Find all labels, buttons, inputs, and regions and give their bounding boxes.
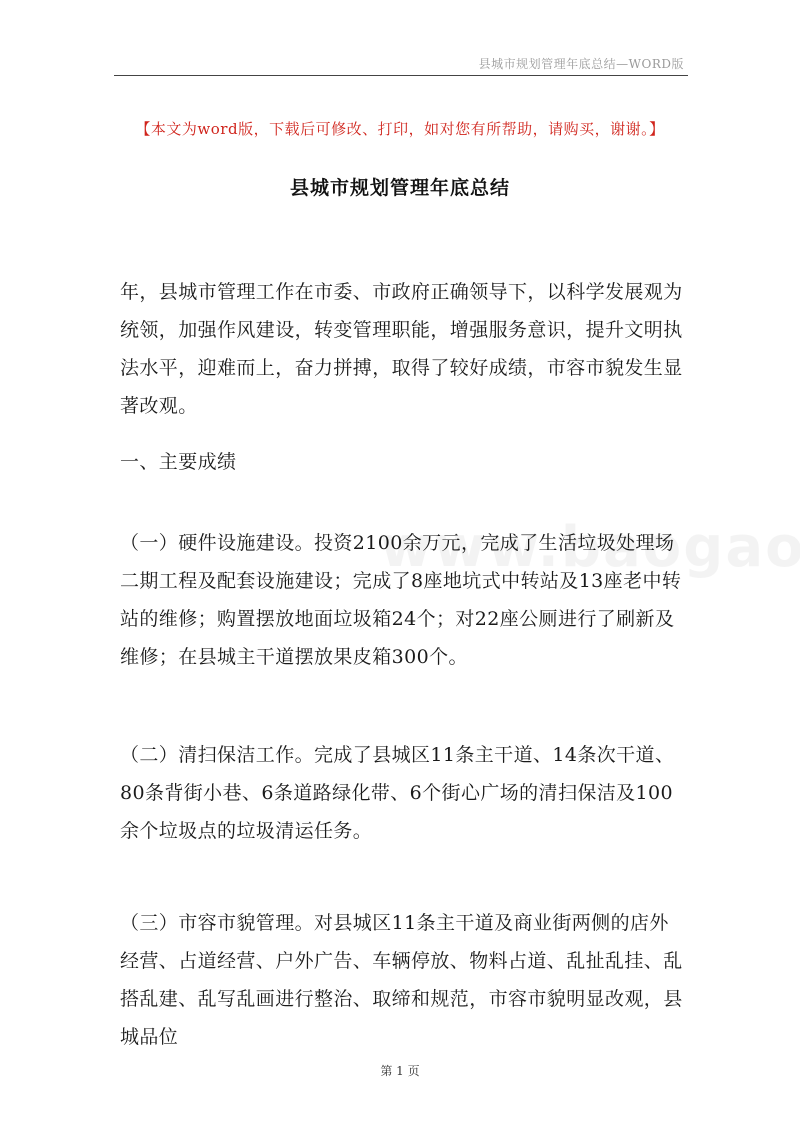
paragraph-intro: 年，县城市管理工作在市委、市政府正确领导下，以科学发展观为统领，加强作风建设，转变管理职能，增强服务意识，提升文明执法水平，迎难而上，奋力拼搏，取得了较好成绩，市容市貌发生显著改观。 [120, 281, 683, 417]
section-heading-achievements: 一、主要成绩 [120, 451, 237, 473]
paragraph-infrastructure: （一）硬件设施建设。投资2100余万元，完成了生活垃圾处理场二期工程及配套设施建设；完成了8座地坑式中转站及13座老中转站的维修；购置摆放地面垃圾箱24个；对22座公厕进行了刷新及维修；在县城主干道摆放果皮箱300个。 [120, 532, 682, 668]
download-notice: 【本文为word版，下载后可修改、打印，如对您有所帮助，请购买，谢谢。】 [135, 120, 665, 138]
paragraph-cleaning: （二）清扫保洁工作。完成了县城区11条主干道、14条次干道、80条背街小巷、6条道路绿化带、6个街心广场的清扫保洁及100余个垃圾点的垃圾清运任务。 [120, 744, 675, 842]
running-header: 县城市规划管理年底总结—WORD版 [478, 57, 684, 71]
document-title: 县城市规划管理年底总结 [289, 177, 510, 199]
page-number: 第 1 页 [380, 1064, 420, 1078]
paragraph-city-appearance: （三）市容市貌管理。对县城区11条主干道及商业街两侧的店外经营、占道经营、户外广告、车辆停放、物料占道、乱扯乱挂、乱搭乱建、乱写乱画进行整治、取缔和规范，市容市貌明显改观，县城品位 [120, 912, 683, 1048]
header-divider [114, 75, 688, 76]
